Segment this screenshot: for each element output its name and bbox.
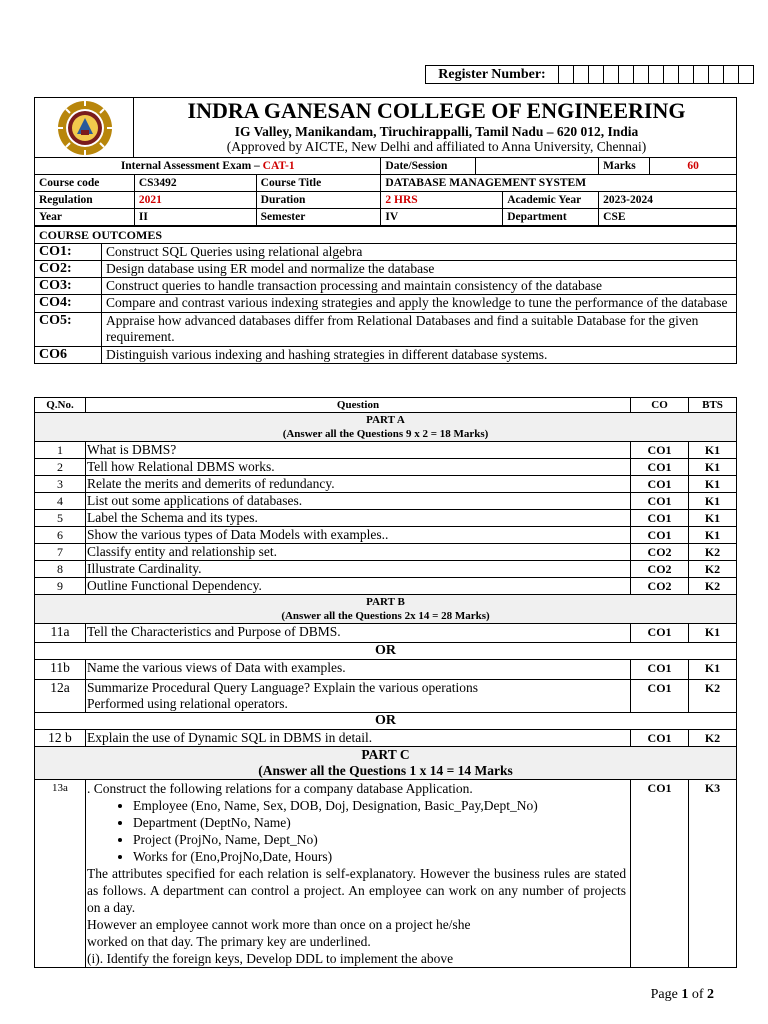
register-digit-box <box>679 66 694 83</box>
part-c-instruction: (Answer all the Questions 1 x 14 = 14 Marks <box>258 763 513 778</box>
question-number: 5 <box>35 510 86 527</box>
co-text: Compare and contrast various indexing strategies and apply the knowledge to tune the performance of the database <box>102 295 737 313</box>
course-title-value: DATABASE MANAGEMENT SYSTEM <box>381 175 737 192</box>
question-number: 12a <box>35 680 86 713</box>
relations-list <box>87 797 626 865</box>
question-number: 13a <box>35 780 86 968</box>
college-header <box>34 97 737 157</box>
question-co: CO1 <box>631 780 689 968</box>
page-number <box>651 987 714 1003</box>
college-approval: (Approved by AICTE, New Delhi and affiliated to Anna University, Chennai) <box>226 139 647 154</box>
course-title-label: Course Title <box>256 175 381 192</box>
co-row <box>35 278 737 295</box>
register-digit-box <box>559 66 574 83</box>
question-number: 6 <box>35 527 86 544</box>
question-row <box>35 476 737 493</box>
course-code-label: Course code <box>35 175 135 192</box>
question-co: CO1 <box>631 527 689 544</box>
co-row <box>35 295 737 313</box>
co-text: Construct SQL Queries using relational algebra <box>102 244 737 261</box>
date-session-value <box>476 158 599 175</box>
question-number: 12 b <box>35 730 86 747</box>
college-logo <box>57 100 113 156</box>
register-number-label: Register Number: <box>426 66 559 83</box>
question-co: CO1 <box>631 476 689 493</box>
semester-value: IV <box>381 209 503 226</box>
question-row <box>35 493 737 510</box>
question-row <box>35 680 737 713</box>
part-c-header <box>35 747 737 780</box>
relation-item: • Employee (Eno, Name, Sex, DOB, Doj, Designation, Basic_Pay,Dept_No) <box>133 797 626 814</box>
relation-item: • Works for (Eno,ProjNo,Date, Hours) <box>133 848 626 865</box>
question-bts: K1 <box>689 527 737 544</box>
part-b-header <box>35 595 737 624</box>
academic-year-value: 2023-2024 <box>599 192 737 209</box>
page-total: 2 <box>707 987 714 1002</box>
question-bts: K2 <box>689 544 737 561</box>
question-number: 4 <box>35 493 86 510</box>
question-bts: K2 <box>689 730 737 747</box>
co-id: CO1: <box>35 244 102 261</box>
question-row <box>35 624 737 643</box>
qno-header: Q.No. <box>35 398 86 413</box>
question-bts: K1 <box>689 442 737 459</box>
question-row <box>35 510 737 527</box>
question-paragraph: However an employee cannot work more than once on a project he/she <box>86 917 471 932</box>
part-a-title: PART A <box>366 414 405 426</box>
question-number: 7 <box>35 544 86 561</box>
co-row <box>35 313 737 347</box>
co-header: CO <box>631 398 689 413</box>
question-co: CO2 <box>631 561 689 578</box>
part-a-instruction: (Answer all the Questions 9 x 2 = 18 Marks) <box>282 428 489 440</box>
marks-cell <box>599 158 737 175</box>
register-digit-box <box>724 66 739 83</box>
register-digit-box <box>589 66 604 83</box>
question-text: Show the various types of Data Models with examples.. <box>85 527 630 544</box>
department-value: CSE <box>599 209 737 226</box>
question-text: Illustrate Cardinality. <box>85 561 630 578</box>
question-co: CO1 <box>631 459 689 476</box>
part-a-header <box>35 413 737 442</box>
question-text: List out some applications of databases. <box>85 493 630 510</box>
exam-title <box>35 158 381 175</box>
exam-info-table <box>34 157 737 226</box>
question-row <box>35 527 737 544</box>
questions-table <box>34 397 737 968</box>
question-bts: K1 <box>689 476 737 493</box>
question-bts: K2 <box>689 680 737 713</box>
question-co: CO1 <box>631 660 689 680</box>
co-row <box>35 261 737 278</box>
question-text: Name the various views of Data with examples. <box>85 660 630 680</box>
question-co: CO2 <box>631 544 689 561</box>
exam-code: CAT-1 <box>262 160 295 172</box>
question-row <box>35 459 737 476</box>
course-code-value: CS3492 <box>134 175 256 192</box>
question-text <box>85 780 630 968</box>
or-separator: OR <box>35 713 737 730</box>
page-prefix: Page <box>650 987 682 1002</box>
college-name: INDRA GANESAN COLLEGE OF ENGINEERING <box>187 98 686 123</box>
bts-header: BTS <box>689 398 737 413</box>
or-separator: OR <box>35 643 737 660</box>
college-address: IG Valley, Manikandam, Tiruchirappalli, Tamil Nadu – 620 012, India <box>234 124 639 139</box>
question-row <box>35 730 737 747</box>
question-co: CO1 <box>631 442 689 459</box>
question-bts: K1 <box>689 660 737 680</box>
register-digit-box <box>694 66 709 83</box>
register-digit-box <box>619 66 634 83</box>
register-digit-box <box>574 66 589 83</box>
question-row <box>35 544 737 561</box>
course-outcomes-table <box>34 226 737 364</box>
question-bts: K2 <box>689 561 737 578</box>
question-text: Outline Functional Dependency. <box>85 578 630 595</box>
academic-year-label: Academic Year <box>503 192 599 209</box>
semester-label: Semester <box>256 209 381 226</box>
year-value: II <box>134 209 256 226</box>
register-digit-box <box>634 66 649 83</box>
question-text: Tell the Characteristics and Purpose of DBMS. <box>85 624 630 643</box>
question-text: Classify entity and relationship set. <box>85 544 630 561</box>
question-text: Tell how Relational DBMS works. <box>85 459 630 476</box>
page-current: 1 <box>681 987 689 1002</box>
duration-label: Duration <box>256 192 381 209</box>
question-co: CO2 <box>631 578 689 595</box>
department-label: Department <box>503 209 599 226</box>
question-co: CO1 <box>631 680 689 713</box>
duration-value: 2 HRS <box>381 192 503 209</box>
question-text-line: Summarize Procedural Query Language? Explain the various operations <box>86 680 478 695</box>
exam-title-prefix: Internal Assessment Exam – <box>120 160 263 172</box>
co-id: CO3: <box>35 278 102 295</box>
register-number-box <box>425 65 754 84</box>
relation-item: • Project (ProjNo, Name, Dept_No) <box>133 831 626 848</box>
regulation-value: 2021 <box>134 192 256 209</box>
regulation-label: Regulation <box>35 192 135 209</box>
question-row <box>35 442 737 459</box>
marks-value: 60 <box>649 158 736 174</box>
part-b-instruction: (Answer all the Questions 2x 14 = 28 Marks) <box>281 610 490 622</box>
question-row <box>35 561 737 578</box>
part-c-title: PART C <box>361 747 410 762</box>
question-text <box>85 680 630 713</box>
register-digit-box <box>664 66 679 83</box>
relation-item: • Department (DeptNo, Name) <box>133 814 626 831</box>
co-row <box>35 347 737 364</box>
question-co: CO1 <box>631 493 689 510</box>
question-text-line: Performed using relational operators. <box>86 696 288 711</box>
question-paragraph: (i). Identify the foreign keys, Develop DDL to implement the above <box>86 951 454 966</box>
part-b-title: PART B <box>366 596 405 608</box>
register-digit-box <box>739 66 753 83</box>
question-bts: K1 <box>689 624 737 643</box>
question-number: 1 <box>35 442 86 459</box>
register-digit-box <box>709 66 724 83</box>
co-id: CO6 <box>35 347 102 364</box>
question-header: Question <box>85 398 630 413</box>
question-number: 9 <box>35 578 86 595</box>
co-id: CO4: <box>35 295 102 313</box>
co-row <box>35 244 737 261</box>
question-co: CO1 <box>631 510 689 527</box>
question-co: CO1 <box>631 730 689 747</box>
co-text: Construct queries to handle transaction processing and maintain consistency of the database <box>102 278 737 295</box>
question-text: What is DBMS? <box>85 442 630 459</box>
question-bts: K1 <box>689 493 737 510</box>
marks-label: Marks <box>603 160 636 172</box>
question-row <box>35 780 737 968</box>
date-session-label: Date/Session <box>381 158 476 175</box>
co-text: Distinguish various indexing and hashing strategies in different database systems. <box>102 347 737 364</box>
question-text: Label the Schema and its types. <box>85 510 630 527</box>
question-paragraph: worked on that day. The primary key are underlined. <box>86 934 371 949</box>
co-id: CO5: <box>35 313 102 347</box>
question-text: Explain the use of Dynamic SQL in DBMS in detail. <box>85 730 630 747</box>
question-bts: K1 <box>689 459 737 476</box>
register-digit-box <box>604 66 619 83</box>
question-number: 11b <box>35 660 86 680</box>
co-text: Appraise how advanced databases differ from Relational Databases and find a suitable Database for the given requirement. <box>102 313 737 347</box>
question-row <box>35 578 737 595</box>
register-digit-box <box>649 66 664 83</box>
question-text: Relate the merits and demerits of redundancy. <box>85 476 630 493</box>
course-outcomes-heading: COURSE OUTCOMES <box>35 227 737 244</box>
year-label: Year <box>35 209 135 226</box>
question-bts: K2 <box>689 578 737 595</box>
page-of: of <box>688 987 707 1002</box>
question-co: CO1 <box>631 624 689 643</box>
question-number: 11a <box>35 624 86 643</box>
question-bts: K3 <box>689 780 737 968</box>
co-text: Design database using ER model and normalize the database <box>102 261 737 278</box>
question-number: 8 <box>35 561 86 578</box>
question-row <box>35 660 737 680</box>
question-number: 2 <box>35 459 86 476</box>
question-bts: K1 <box>689 510 737 527</box>
co-id: CO2: <box>35 261 102 278</box>
logo-cell <box>35 98 134 157</box>
question-number: 3 <box>35 476 86 493</box>
question-intro: . Construct the following relations for a company database Application. <box>86 781 473 796</box>
question-paragraph: The attributes specified for each relation is self-explanatory. However the business rules are stated as follows. A department can control a project. An employee can work on any number of projects on a day. <box>86 866 627 915</box>
